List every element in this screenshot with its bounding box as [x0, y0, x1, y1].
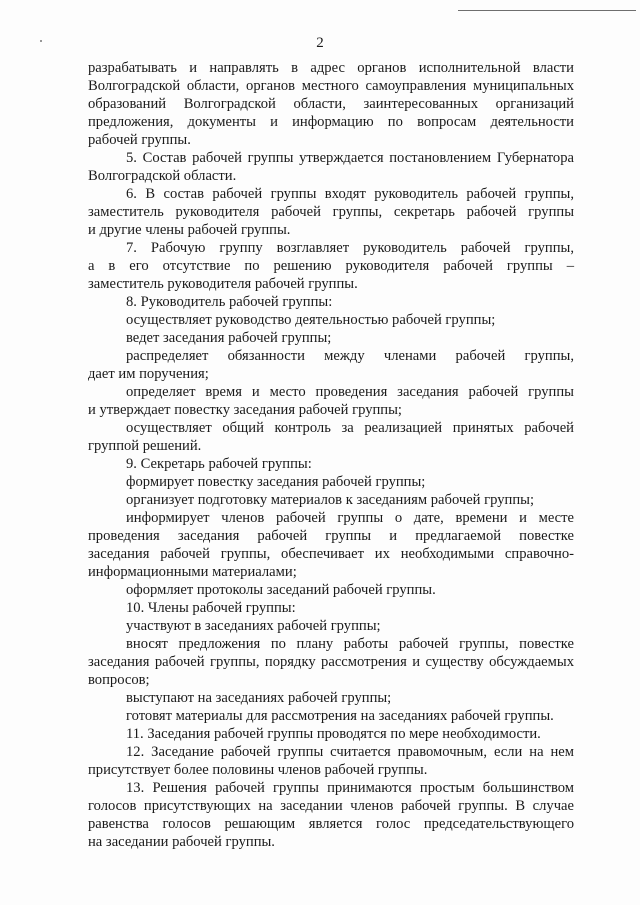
body-line: предложения, документы и информацию по вопросам деятельности: [88, 114, 574, 130]
body-line: образований Волгоградской области, заинтересованных организаций: [88, 96, 574, 112]
clause-9-line: информационными материалами;: [88, 564, 297, 580]
clause-13-line: 13. Решения рабочей группы принимаются простым большинством: [126, 780, 574, 796]
clause-9-line: проведения заседания рабочей группы и предлагаемой повестке: [88, 528, 574, 544]
clause-8-line: ведет заседания рабочей группы;: [126, 330, 332, 346]
clause-9-line: оформляет протоколы заседаний рабочей группы.: [126, 582, 436, 598]
clause-10-line: заседания рабочей группы, порядку рассмотрения и существу обсуждаемых: [88, 654, 574, 670]
clause-8-line: и утверждает повестку заседания рабочей группы;: [88, 402, 402, 418]
clause-9-line: формирует повестку заседания рабочей группы;: [126, 474, 426, 490]
clause-10-line: готовят материалы для рассмотрения на заседаниях рабочей группы.: [126, 708, 554, 724]
clause-9-line: заседания рабочей группы, обеспечивает их необходимыми справочно-: [88, 546, 574, 562]
clause-10-line: выступают на заседаниях рабочей группы;: [126, 690, 392, 706]
clause-10-heading: 10. Члены рабочей группы:: [126, 600, 296, 616]
clause-8-line: определяет время и место проведения заседания рабочей группы: [126, 384, 574, 400]
clause-12-line: 12. Заседание рабочей группы считается правомочным, если на нем: [126, 744, 574, 760]
scan-edge-line: [458, 10, 636, 11]
clause-13-line: голосов присутствующих на заседании членов рабочей группы. В случае: [88, 798, 574, 814]
clause-5-line: 5. Состав рабочей группы утверждается постановлением Губернатора: [126, 150, 574, 166]
clause-8-line: осуществляет общий контроль за реализацией принятых рабочей: [126, 420, 574, 436]
clause-10-line: участвуют в заседаниях рабочей группы;: [126, 618, 381, 634]
clause-9-line: информирует членов рабочей группы о дате, времени и месте: [126, 510, 574, 526]
clause-10-line: вопросов;: [88, 672, 150, 688]
clause-6-line: и другие члены рабочей группы.: [88, 222, 291, 238]
clause-7-line: заместитель руководителя рабочей группы.: [88, 276, 358, 292]
clause-10-line: вносят предложения по плану работы рабочей группы, повестке: [126, 636, 574, 652]
clause-6-line: заместитель руководителя рабочей группы, секретарь рабочей группы: [88, 204, 574, 220]
page-number: 2: [316, 35, 324, 51]
clause-6-line: 6. В состав рабочей группы входят руководитель рабочей группы,: [126, 186, 574, 202]
clause-11-line: 11. Заседания рабочей группы проводятся по мере необходимости.: [126, 726, 541, 742]
clause-13-line: равенства голосов решающим является голос председательствующего: [88, 816, 574, 832]
clause-8-line: распределяет обязанности между членами рабочей группы,: [126, 348, 574, 364]
body-line: разрабатывать и направлять в адрес органов исполнительной власти: [88, 60, 574, 76]
clause-7-line: а в его отсутствие по решению руководителя рабочей группы –: [88, 258, 574, 274]
clause-9-line: организует подготовку материалов к заседаниям рабочей группы;: [126, 492, 535, 508]
clause-8-line: осуществляет руководство деятельностью рабочей группы;: [126, 312, 496, 328]
clause-8-heading: 8. Руководитель рабочей группы:: [126, 294, 333, 310]
clause-12-line: присутствует более половины членов рабочей группы.: [88, 762, 428, 778]
clause-8-line: дает им поручения;: [88, 366, 209, 382]
clause-13-line: на заседании рабочей группы.: [88, 834, 275, 850]
clause-7-line: 7. Рабочую группу возглавляет руководитель рабочей группы,: [126, 240, 574, 256]
clause-9-heading: 9. Секретарь рабочей группы:: [126, 456, 312, 472]
clause-5-line: Волгоградской области.: [88, 168, 237, 184]
clause-8-line: группой решений.: [88, 438, 202, 454]
body-line: Волгоградской области, органов местного самоуправления муниципальных: [88, 78, 574, 94]
body-line: рабочей группы.: [88, 132, 191, 148]
